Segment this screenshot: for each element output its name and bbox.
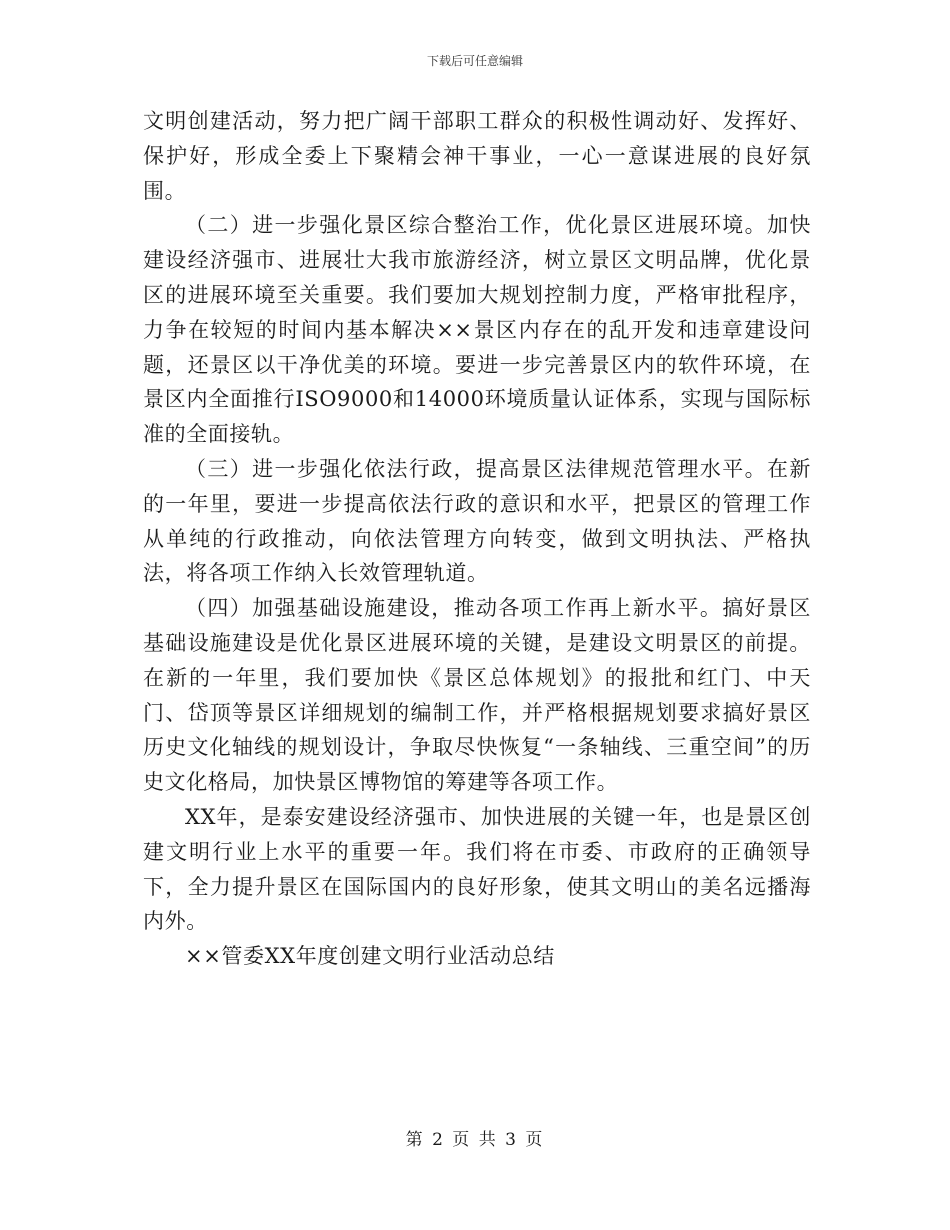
document-title-line: ××管委XX年度创建文明行业活动总结 xyxy=(185,944,555,969)
paragraph-section-2: （二）进一步强化景区综合整治工作，优化景区进展环境。加快建设经济强市、进展壮大我市旅游经济，树立景区文明品牌，优化景区的进展环境至关重要。我们要加大规划控制力度，严格审批程序，力争在较短的时间内基本解决××景区内存在的乱开发和违章建设问题，还景区以干净优美的环境。要进一步完善景区内的软件环境，在景区内全面推行ISO9000和14000环境质量认证体系，实现与国际标准的全面接轨。 xyxy=(143,213,811,447)
paragraph-section-4: （四）加强基础设施建设，推动各项工作再上新水平。搞好景区基础设施建设是优化景区进展环境的关键，是建设文明景区的前提。在新的一年里，我们要加快《景区总体规划》的报批和红门、中天门、岱顶等景区详细规划的编制工作，并严格根据规划要求搞好景区历史文化轴线的规划设计，争取尽快恢复“一条轴线、三重空间”的历史文化格局，加快景区博物馆的筹建等各项工作。 xyxy=(143,596,811,795)
page-number-footer: 第 2 页 共 3 页 xyxy=(405,1130,545,1150)
page-header: 下载后可任意编辑 xyxy=(426,54,523,68)
paragraph-section-3: （三）进一步强化依法行政，提高景区法律规范管理水平。在新的一年里，要进一步提高依法行政的意识和水平，把景区的管理工作从单纯的行政推动，向依法管理方向转变，做到文明执法、严格执法，将各项工作纳入长效管理轨道。 xyxy=(143,456,811,586)
paragraph-continuation: 文明创建活动，努力把广阔干部职工群众的积极性调动好、发挥好、保护好，形成全委上下聚精会神干事业，一心一意谋进展的良好氛围。 xyxy=(143,109,811,203)
paragraph-conclusion: XX年，是泰安建设经济强市、加快进展的关键一年，也是景区创建文明行业上水平的重要一年。我们将在市委、市政府的正确领导下，全力提升景区在国际国内的良好形象，使其文明山的美名远播海内外。 xyxy=(143,804,811,934)
document-body xyxy=(143,104,811,974)
